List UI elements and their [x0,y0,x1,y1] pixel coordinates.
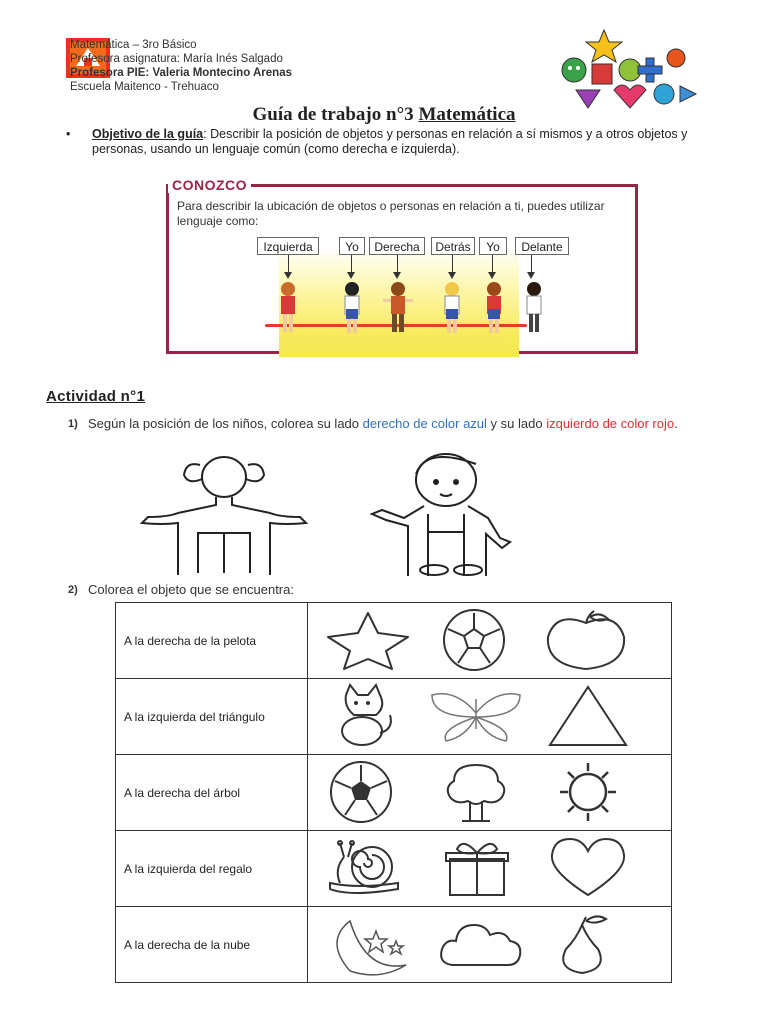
cat-icon[interactable] [326,683,396,749]
instruction-1: 1) Según la posición de los niños, colorea su lado derecho de color azul y su lado izquierdo de color rojo. [68,416,678,431]
word-delante: Delante [515,237,569,255]
conozco-label: CONOZCO [168,177,251,193]
question-cell: A la derecha de la pelota [116,603,308,679]
arrow-down-icon [452,255,453,273]
question-cell: A la derecha de la nube [116,907,308,983]
boy-outline-icon [370,452,522,576]
pictures-cell [308,679,672,755]
child-figure-icon [521,281,547,341]
heart-icon[interactable] [546,835,630,901]
pear-icon[interactable] [552,911,622,977]
word-yo-1: Yo [339,237,365,255]
activity-title: Actividad n°1 [46,388,146,405]
instruction-2: 2) Colorea el objeto que se encuentra: [68,582,294,597]
arrow-down-icon [492,255,493,273]
child-figure-icon [481,281,507,341]
objective: • Objetivo de la guía: Describir la posición de objetos y personas en relación a sí mismos y a otros objetos y personas, usando un lenguaje común (como derecha e izquierda). [66,127,688,156]
arrow-down-icon [531,255,532,273]
child-figure-icon [383,281,413,341]
header-subject: Matemática – 3ro Básico [70,39,197,51]
table-row [116,679,672,755]
pictures-cell [308,907,672,983]
sun-icon[interactable] [546,759,630,825]
snail-icon[interactable] [326,835,406,901]
triangle-icon[interactable] [546,683,630,749]
soccer-ball-icon[interactable] [434,607,514,673]
child-figure-icon [439,281,465,341]
word-yo-2: Yo [479,237,507,255]
header-teacher: Profesora asignatura: María Inés Salgado [70,53,283,65]
question-cell: A la derecha del árbol [116,755,308,831]
soccer-ball-icon[interactable] [326,759,396,825]
table-row [116,907,672,983]
tree-icon[interactable] [438,759,514,825]
question-cell: A la izquierda del regalo [116,831,308,907]
header-school: Escuela Maitenco - Trehuaco [70,81,219,93]
objects-table [115,602,672,983]
pictures-cell [308,831,672,907]
header-pie-teacher: Profesora PIE: Valeria Montecino Arenas [70,67,292,79]
cloud-icon[interactable] [436,911,526,977]
table-row [116,603,672,679]
child-figure-icon [339,281,365,341]
arrow-down-icon [397,255,398,273]
math-characters-illustration [556,28,702,112]
conozco-text: Para describir la ubicación de objetos o personas en relación a ti, puedes utilizar lenguaje como: [177,199,605,228]
pictures-cell [308,755,672,831]
arrow-down-icon [288,255,289,273]
word-izquierda: Izquierda [257,237,319,255]
gift-icon[interactable] [442,835,512,901]
butterfly-icon[interactable] [426,683,526,749]
question-cell: A la izquierda del triángulo [116,679,308,755]
star-icon[interactable] [320,607,416,673]
moon-stars-icon[interactable] [320,911,416,977]
table-row [116,831,672,907]
conozco-box [166,177,638,354]
bullet: • [66,127,71,141]
table-row [116,755,672,831]
page-title: Guía de trabajo n°3 Matemática [252,104,516,125]
arrow-down-icon [351,255,352,273]
word-derecha: Derecha [369,237,425,255]
apple-icon[interactable] [540,607,632,673]
girl-outline-icon [138,455,310,575]
pictures-cell [308,603,672,679]
word-detras: Detrás [431,237,475,255]
child-figure-icon [275,281,301,341]
